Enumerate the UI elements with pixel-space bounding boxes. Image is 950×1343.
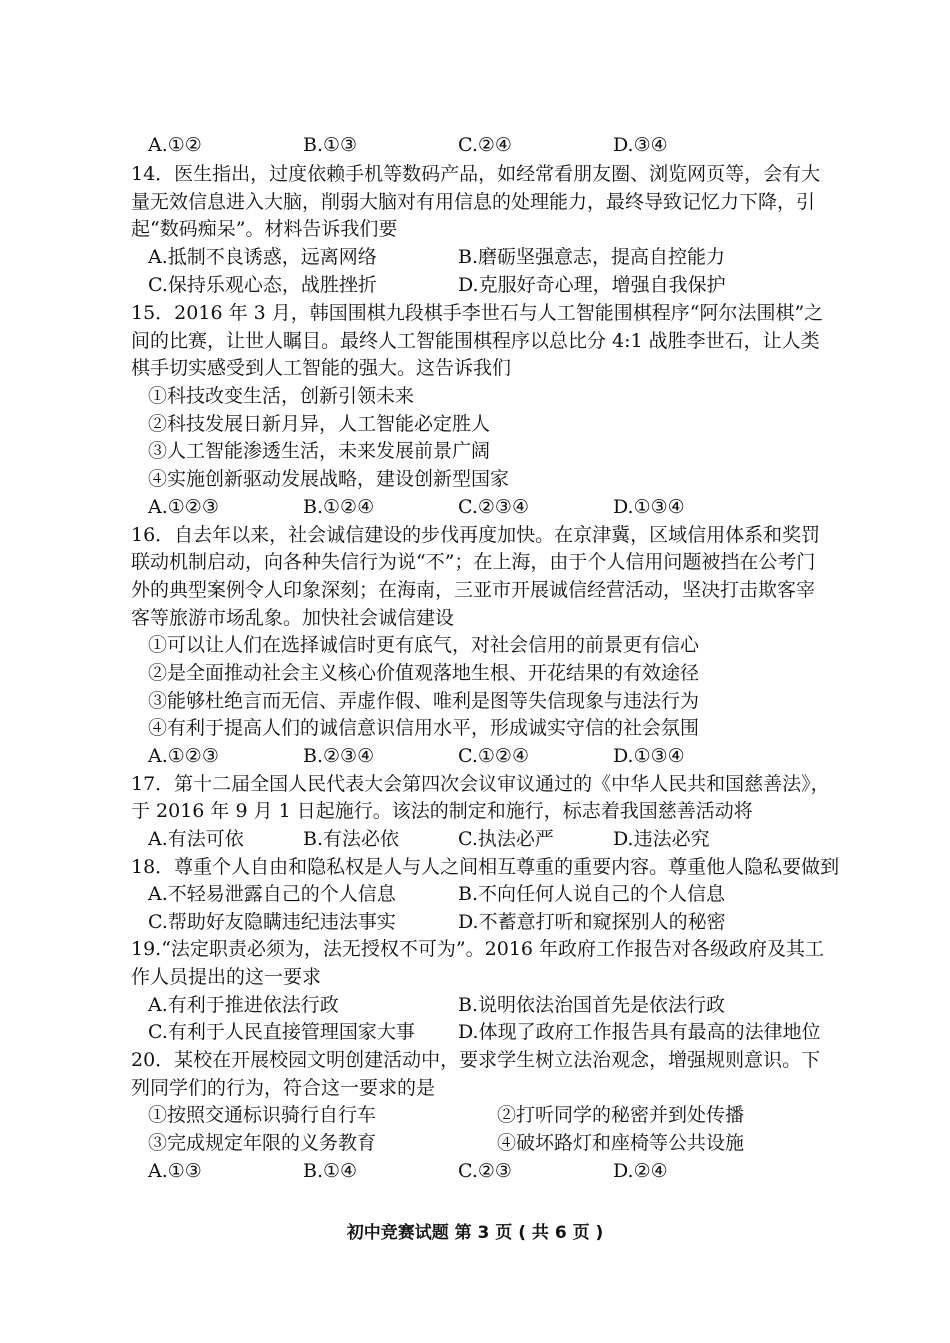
statement-2: ②是全面推动社会主义核心价值观落地生根、开花结果的有效途径 [148, 662, 700, 684]
option-c: C.②③ [458, 1160, 512, 1182]
option-b: B.②③④ [303, 745, 375, 767]
statement-3: ③人工智能渗透生活，未来发展前景广阔 [148, 440, 491, 462]
statement-1: ①按照交通标识骑行自行车 [148, 1104, 377, 1126]
question-text: 间的比赛，让世人瞩目。最终人工智能围棋程序以总比分 4:1 战胜李世石，让人类 [131, 330, 820, 352]
option-b: B.不向任何人说自己的个人信息 [458, 883, 726, 905]
question-text: 19.“法定职责必须为，法无授权不可为”。2016 年政府工作报告对各级政府及其工 [131, 938, 825, 960]
statement-2: ②科技发展日新月异，人工智能必定胜人 [148, 413, 491, 435]
question-text: 外的典型案例令人印象深刻；在海南，三亚市开展诚信经营活动，坚决打击欺客宰 [131, 579, 816, 601]
option-d: D.体现了政府工作报告具有最高的法律地位 [458, 1021, 821, 1043]
page-footer: 初中竞赛试题 第 3 页 ( 共 6 页 ) [346, 1223, 604, 1243]
option-a: A.①②③ [148, 496, 219, 518]
statement-4: ④有利于提高人们的诚信意识信用水平，形成诚实守信的社会氛围 [148, 717, 700, 739]
question-text: 联动机制启动，向各种失信行为说“不”；在上海，由于个人信用问题被挡在公考门 [131, 551, 816, 573]
option-c: C.②④ [458, 134, 512, 156]
option-d: D.①③④ [613, 745, 685, 767]
option-c: C.保持乐观心态，战胜挫折 [148, 274, 377, 296]
statement-2: ②打听同学的秘密并到处传播 [497, 1104, 745, 1126]
question-text: 起“数码痴呆”。材料告诉我们要 [131, 218, 398, 240]
option-c: C.②③④ [458, 496, 529, 518]
option-a: A.不轻易泄露自己的个人信息 [148, 883, 396, 905]
option-b: B.①③ [303, 134, 358, 156]
statement-4: ④实施创新驱动发展战略，建设创新型国家 [148, 468, 510, 490]
option-a: A.有法可依 [148, 828, 244, 850]
option-b: B.①②④ [303, 496, 375, 518]
statement-4: ④破坏路灯和座椅等公共设施 [497, 1132, 745, 1154]
question-text: 作人员提出的这一要求 [131, 966, 322, 988]
question-text: 16．自去年以来，社会诚信建设的步伐再度加快。在京津冀，区域信用体系和奖罚 [131, 524, 821, 546]
question-text: 17．第十二届全国人民代表大会第四次会议审议通过的《中华人民共和国慈善法》， [131, 773, 830, 795]
option-b: B.磨砺坚强意志，提高自控能力 [458, 246, 726, 268]
question-text: 量无效信息进入大脑，削弱大脑对有用信息的处理能力，最终导致记忆力下降，引 [131, 191, 816, 213]
statement-3: ③能够杜绝言而无信、弄虚作假、唯利是图等失信现象与违法行为 [148, 690, 700, 712]
option-a: A.有利于推进依法行政 [148, 994, 339, 1016]
option-a: A.抵制不良诱惑，远离网络 [148, 246, 377, 268]
question-text: 列同学们的行为，符合这一要求的是 [131, 1077, 436, 1099]
option-a: A.①② [148, 134, 202, 156]
question-text: 客等旅游市场乱象。加快社会诚信建设 [131, 607, 455, 629]
option-c: C.①②④ [458, 745, 529, 767]
statement-1: ①科技改变生活，创新引领未来 [148, 385, 415, 407]
option-b: B.①④ [303, 1160, 358, 1182]
option-b: B.说明依法治国首先是依法行政 [458, 994, 726, 1016]
option-d: D.①③④ [613, 496, 685, 518]
statement-1: ①可以让人们在选择诚信时更有底气，对社会信用的前景更有信心 [148, 634, 700, 656]
option-d: D.③④ [613, 134, 668, 156]
option-c: C.帮助好友隐瞒违纪违法事实 [148, 911, 396, 933]
option-a: A.①②③ [148, 745, 219, 767]
option-a: A.①③ [148, 1160, 202, 1182]
question-text: 于 2016 年 9 月 1 日起施行。该法的制定和施行，标志着我国慈善活动将 [131, 800, 753, 822]
option-c: C.有利于人民直接管理国家大事 [148, 1021, 415, 1043]
option-d: D.克服好奇心理，增强自我保护 [458, 274, 726, 296]
option-d: D.不蓄意打听和窥探别人的秘密 [458, 911, 726, 933]
question-text: 棋手切实感受到人工智能的强大。这告诉我们 [131, 357, 512, 379]
option-d: D.②④ [613, 1160, 668, 1182]
question-text: 14．医生指出，过度依赖手机等数码产品，如经常看朋友圈、浏览网页等，会有大 [131, 163, 821, 185]
question-text: 15．2016 年 3 月，韩国围棋九段棋手李世石与人工智能围棋程序“阿尔法围棋”之 [131, 302, 824, 324]
question-text: 18．尊重个人自由和隐私权是人与人之间相互尊重的重要内容。尊重他人隐私要做到 [131, 856, 840, 878]
statement-3: ③完成规定年限的义务教育 [148, 1132, 377, 1154]
question-text: 20．某校在开展校园文明创建活动中，要求学生树立法治观念，增强规则意识。下 [131, 1049, 821, 1071]
option-b: B.有法必依 [303, 828, 400, 850]
option-c: C.执法必严 [458, 828, 554, 850]
option-d: D.违法必究 [613, 828, 710, 850]
